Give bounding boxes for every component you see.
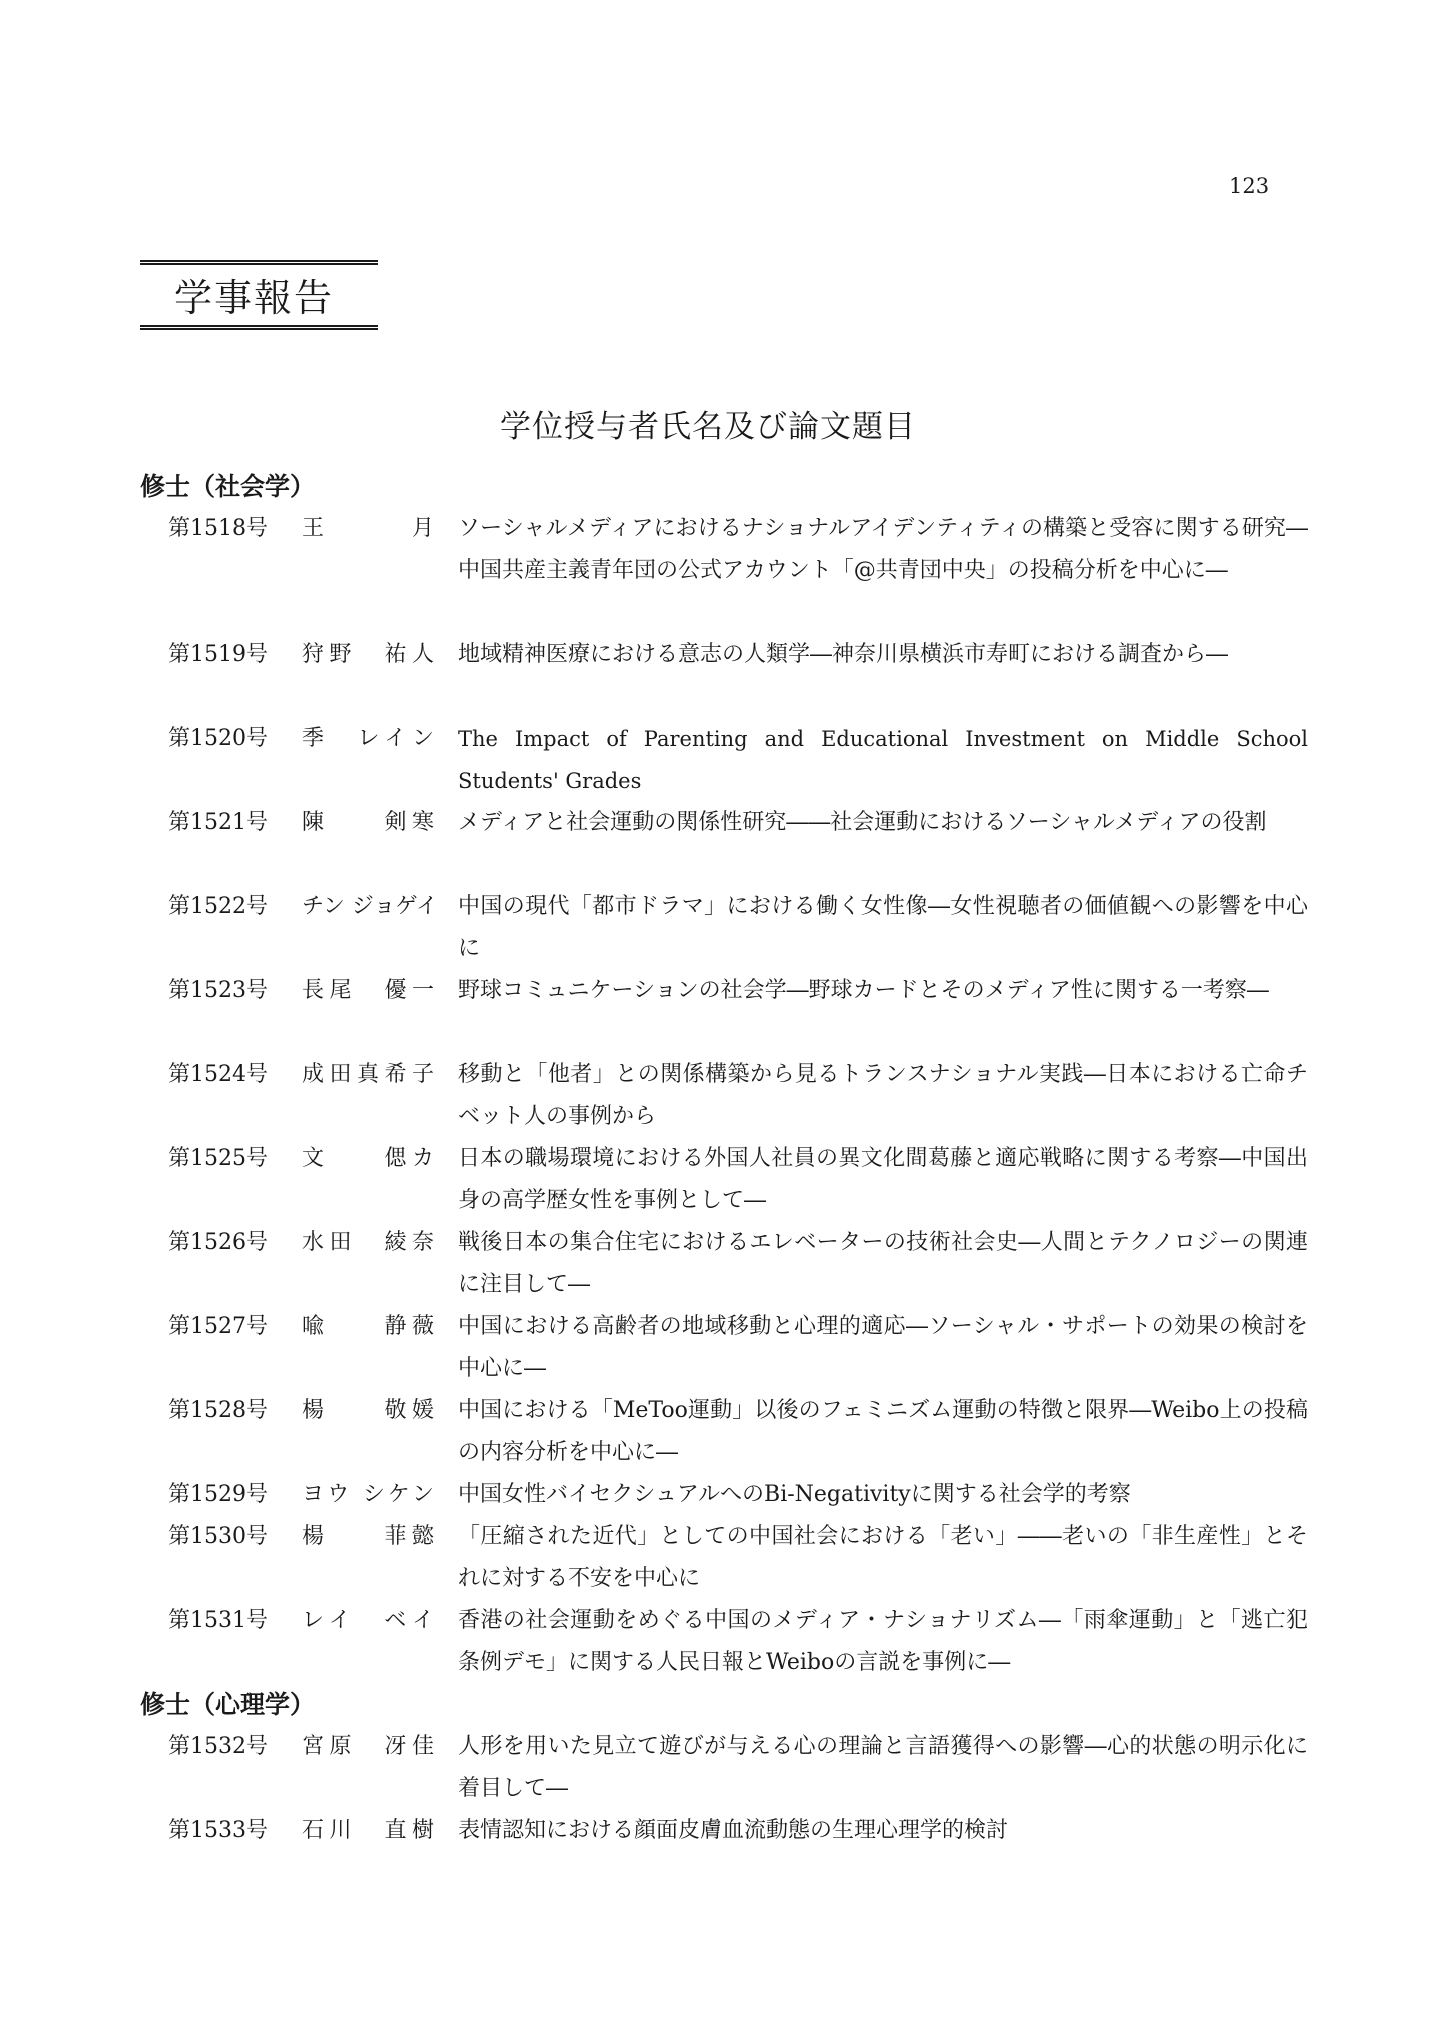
degree-number: 第1525号: [168, 1146, 268, 1171]
list-item: [168, 1726, 1308, 1810]
recipient-name: 喩 静薇: [302, 1314, 434, 1339]
recipient-name: 狩野 祐人: [302, 642, 434, 667]
thesis-title: 中国における「MeToo運動」以後のフェミニズム運動の特徴と限界―Weibo上の投稿の内容分析を中心に―: [458, 1398, 1308, 1465]
category-heading-psychology: 修士（心理学）: [140, 1690, 316, 1719]
list-item: [168, 886, 1308, 970]
section-heading-box: [140, 260, 378, 330]
degree-number: 第1520号: [168, 726, 268, 751]
degree-number: 第1532号: [168, 1734, 268, 1759]
degree-number: 第1522号: [168, 894, 268, 919]
list-item: [168, 1600, 1308, 1684]
thesis-title: 中国女性バイセクシュアルへのBi-Negativityに関する社会学的考察: [458, 1482, 1131, 1507]
thesis-title: 地域精神医療における意志の人類学―神奈川県横浜市寿町における調査から―: [458, 642, 1229, 667]
thesis-title: 香港の社会運動をめぐる中国のメディア・ナショナリズム―「雨傘運動」と「逃亡犯条例デモ」に関する人民日報とWeiboの言説を事例に―: [458, 1608, 1308, 1675]
recipient-name: 水田 綾奈: [302, 1230, 434, 1255]
thesis-title: 中国の現代「都市ドラマ」における働く女性像―女性視聴者の価値観への影響を中心に: [458, 894, 1308, 961]
recipient-name: レイ ベイ: [302, 1608, 434, 1633]
list-item: [168, 1054, 1308, 1138]
degree-number: 第1519号: [168, 642, 268, 667]
recipient-name: ヨウ シケン: [302, 1482, 434, 1507]
recipient-name: 季 レイン: [302, 726, 434, 751]
recipient-name: 文 偲カ: [302, 1146, 434, 1171]
thesis-title: 戦後日本の集合住宅におけるエレベーターの技術社会史―人間とテクノロジーの関連に注目して―: [458, 1230, 1308, 1297]
thesis-title: 移動と「他者」との関係構築から見るトランスナショナル実践―日本における亡命チベット人の事例から: [458, 1062, 1308, 1129]
category-heading-sociology: 修士（社会学）: [140, 472, 316, 501]
thesis-title: The Impact of Parenting and Educational Investment on Middle School Students' Grades: [458, 727, 1308, 793]
list-item: [168, 508, 1308, 634]
list-item: [168, 1516, 1308, 1600]
section-title: 学事報告: [174, 276, 335, 320]
list-item: [168, 1138, 1308, 1222]
list-item: [168, 970, 1308, 1054]
degree-number: 第1523号: [168, 978, 268, 1003]
thesis-title: ソーシャルメディアにおけるナショナルアイデンティティの構築と受容に関する研究―中国共産主義青年団の公式アカウント「@共青団中央」の投稿分析を中心に―: [458, 516, 1308, 583]
degree-number: 第1530号: [168, 1524, 268, 1549]
list-item: [168, 802, 1308, 886]
list-item: [168, 1306, 1308, 1390]
degree-number: 第1518号: [168, 516, 268, 541]
degree-number: 第1531号: [168, 1608, 268, 1633]
list-item: [168, 1222, 1308, 1306]
degree-number: 第1521号: [168, 810, 268, 835]
thesis-title: 「圧縮された近代」としての中国社会における「老い」――老いの「非生産性」とそれに対する不安を中心に: [458, 1524, 1308, 1591]
list-item: [168, 1390, 1308, 1474]
recipient-name: 楊 敬媛: [302, 1398, 434, 1423]
list-item: [168, 1810, 1308, 1852]
recipient-name: 楊 菲懿: [302, 1524, 434, 1549]
recipient-name: 王 月: [302, 516, 434, 541]
list-item: [168, 1474, 1308, 1516]
recipient-name: 石川 直樹: [302, 1818, 434, 1843]
thesis-title: 日本の職場環境における外国人社員の異文化間葛藤と適応戦略に関する考察―中国出身の高学歴女性を事例として―: [458, 1146, 1308, 1213]
degree-number: 第1533号: [168, 1818, 268, 1843]
degree-number: 第1526号: [168, 1230, 268, 1255]
recipient-name: チン ジョゲイ: [302, 894, 438, 919]
recipient-name: 陳 剣寒: [302, 810, 434, 835]
thesis-title: 表情認知における顔面皮膚血流動態の生理心理学的検討: [458, 1818, 1009, 1843]
recipient-name: 長尾 優一: [302, 978, 434, 1003]
degree-number: 第1527号: [168, 1314, 268, 1339]
degree-number: 第1529号: [168, 1482, 268, 1507]
thesis-title: 人形を用いた見立て遊びが与える心の理論と言語獲得への影響―心的状態の明示化に着目して―: [458, 1734, 1308, 1801]
thesis-title: 野球コミュニケーションの社会学―野球カードとそのメディア性に関する一考察―: [458, 978, 1269, 1003]
degree-number: 第1528号: [168, 1398, 268, 1423]
thesis-title: メディアと社会運動の関係性研究――社会運動におけるソーシャルメディアの役割: [458, 810, 1267, 835]
list-item: [168, 634, 1308, 718]
recipient-name: 宮原 冴佳: [302, 1734, 434, 1759]
recipient-name: 成田真希子: [302, 1062, 434, 1087]
document-title: 学位授与者氏名及び論文題目: [500, 409, 916, 445]
list-item: [168, 718, 1308, 802]
page-number: 123: [1229, 174, 1270, 198]
thesis-title: 中国における高齢者の地域移動と心理的適応―ソーシャル・サポートの効果の検討を中心に―: [458, 1314, 1308, 1381]
degree-number: 第1524号: [168, 1062, 268, 1087]
